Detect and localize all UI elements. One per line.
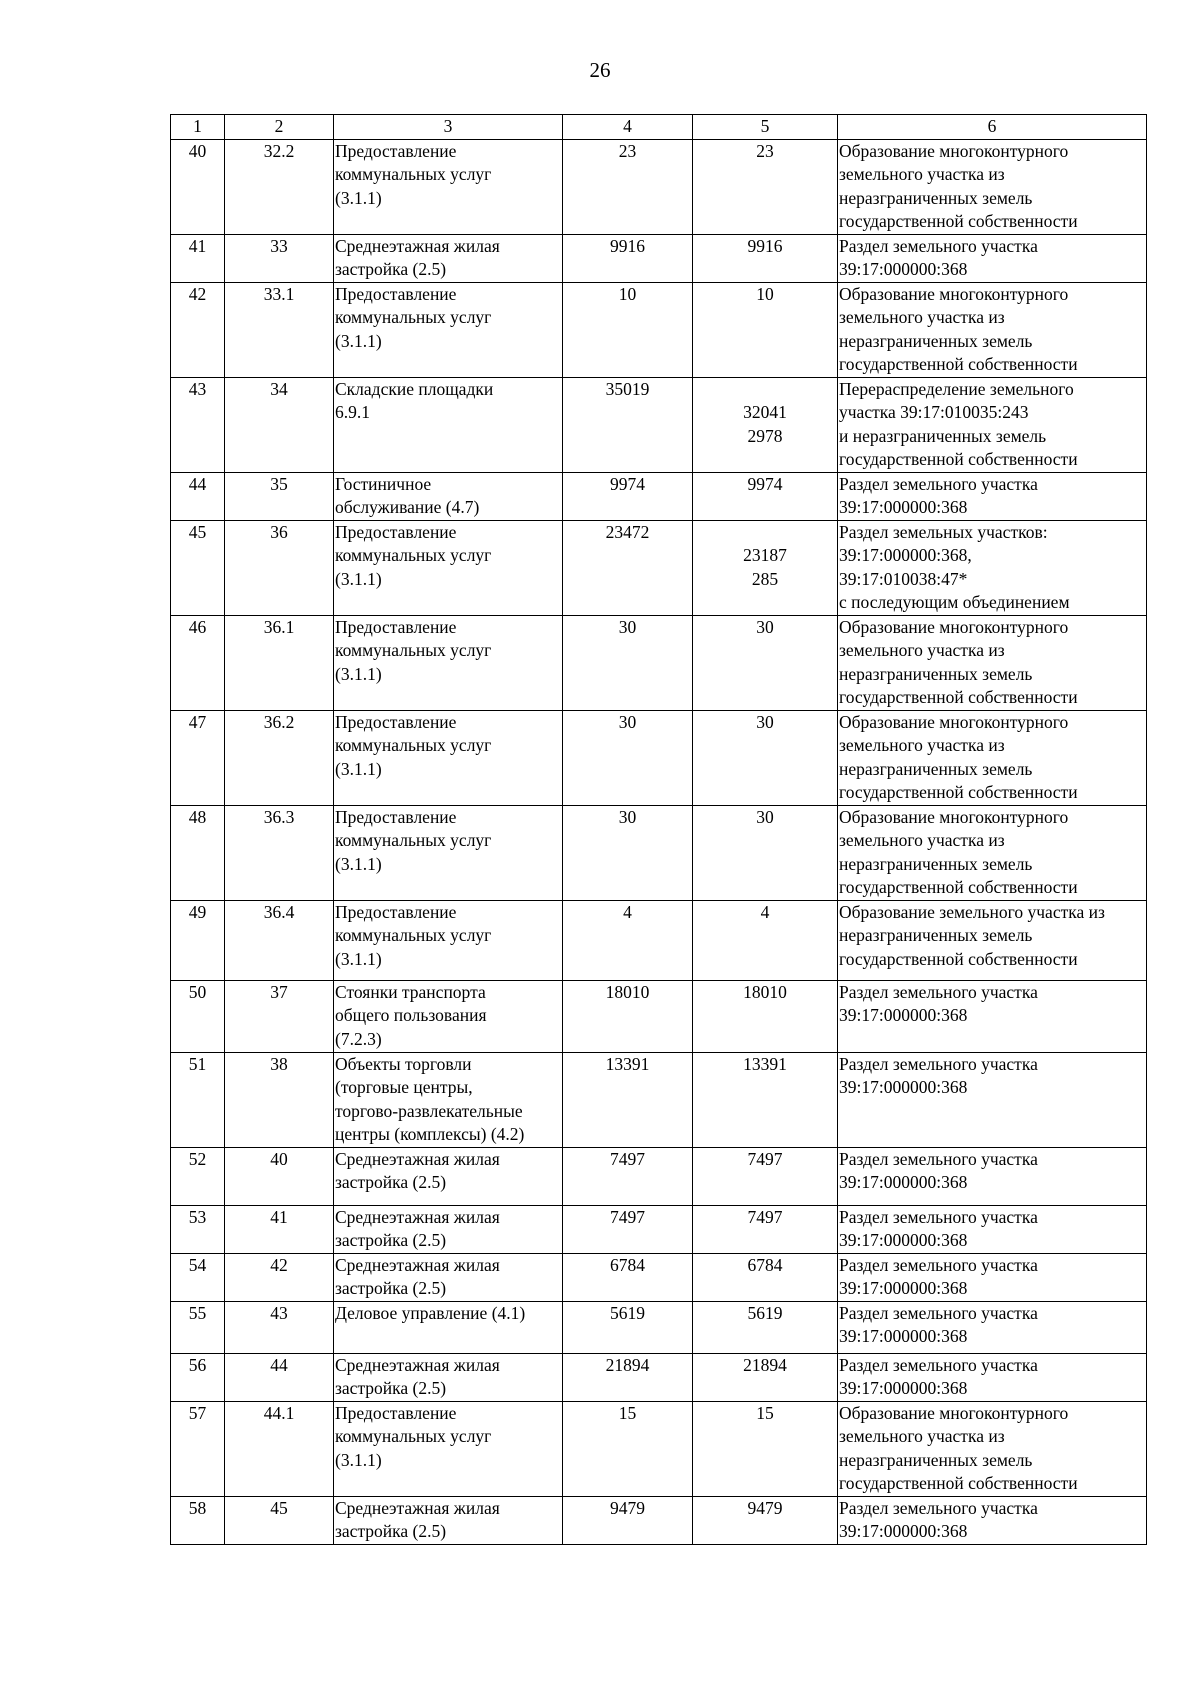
cell-text-line: 6784: [747, 1254, 783, 1275]
cell-text-line: Предоставление: [335, 901, 457, 922]
cell-text-line: Раздел земельного участка: [839, 1302, 1038, 1323]
cell-text-line: застройка (2.5): [335, 1230, 447, 1250]
area-cell: [563, 377, 693, 472]
cell-text-line: (3.1.1): [335, 1449, 382, 1470]
table-row: [171, 377, 1147, 472]
formation-method-cell: [838, 1052, 1147, 1147]
cell-text-line: 15: [756, 1402, 774, 1423]
table-row: [171, 805, 1147, 900]
permitted-use-cell: [334, 1496, 563, 1544]
cell-text-line: 21894: [605, 1354, 650, 1375]
cell-text-line: Объекты торговли: [335, 1053, 472, 1074]
cell-text-line: 39:17:000000:368: [839, 1005, 968, 1025]
permitted-use-cell: [334, 1301, 563, 1353]
area-cell: [563, 980, 693, 1052]
formation-method-cell: [838, 710, 1147, 805]
cell-text-line: 23: [618, 140, 637, 161]
table-row: [171, 1353, 1147, 1401]
plot-number-cell: 44: [225, 1353, 334, 1401]
formation-method-cell: [838, 377, 1147, 472]
permitted-use-cell: [334, 472, 563, 520]
row-number-cell: 49: [171, 900, 225, 980]
cell-text-line: застройка (2.5): [335, 1521, 447, 1541]
cell-text-line: Среднеэтажная жилая: [335, 1254, 500, 1275]
plot-number-cell: 34: [225, 377, 334, 472]
table-row: [171, 139, 1147, 234]
cell-text-line: 39:17:000000:368: [839, 1326, 968, 1346]
cell-text-line: участка 39:17:010035:243: [839, 402, 1029, 422]
cell-text-line: 5619: [747, 1302, 783, 1323]
permitted-use-cell: [334, 282, 563, 377]
area-parts-cell: [693, 520, 838, 615]
cell-text-line: (7.2.3): [335, 1028, 382, 1049]
cell-text-line: застройка (2.5): [335, 1278, 447, 1298]
cell-text-line: Среднеэтажная жилая: [335, 235, 500, 256]
cell-text-line: 39:17:000000:368: [839, 1230, 968, 1250]
cell-text-line: Раздел земельного участка: [839, 981, 1038, 1002]
row-number-cell: 46: [171, 615, 225, 710]
plot-number-cell: 36.2: [225, 710, 334, 805]
cell-text-line: 10: [618, 283, 637, 304]
area-cell: [563, 805, 693, 900]
row-number-cell: 55: [171, 1301, 225, 1353]
formation-method-cell: [838, 980, 1147, 1052]
permitted-use-cell: [334, 377, 563, 472]
area-cell: [563, 282, 693, 377]
area-cell: [563, 1353, 693, 1401]
cell-text-line: неразграниченных земель: [839, 925, 1033, 945]
cell-text-line: 4: [623, 901, 632, 922]
table-row: [171, 1052, 1147, 1147]
cell-text-line: Среднеэтажная жилая: [335, 1354, 500, 1375]
permitted-use-cell: [334, 139, 563, 234]
area-cell: [563, 1147, 693, 1205]
area-parts-cell: [693, 1301, 838, 1353]
cell-text-line: (торговые центры,: [335, 1077, 473, 1097]
cell-text-line: земельного участка из: [839, 735, 1005, 755]
cell-text-line: Складские площадки: [335, 378, 494, 399]
formation-method-cell: [838, 139, 1147, 234]
cell-text-line: Перераспределение земельного: [839, 378, 1074, 399]
cell-text-line: Гостиничное: [335, 473, 432, 494]
table-row: [171, 1301, 1147, 1353]
row-number-cell: 48: [171, 805, 225, 900]
cell-text-line: коммунальных услуг: [335, 830, 492, 850]
cell-text-line: (3.1.1): [335, 853, 382, 874]
cell-text-line: Предоставление: [335, 521, 457, 542]
table-row: [171, 234, 1147, 282]
cell-text-line: 9974: [747, 473, 783, 494]
area-cell: [563, 520, 693, 615]
table-row: [171, 1205, 1147, 1253]
column-header: 3: [334, 115, 563, 140]
row-number-cell: 56: [171, 1353, 225, 1401]
cell-text-line: Образование многоконтурного: [839, 283, 1069, 304]
column-header: 1: [171, 115, 225, 140]
table-row: [171, 1147, 1147, 1205]
area-cell: [563, 900, 693, 980]
plot-number-cell: 43: [225, 1301, 334, 1353]
permitted-use-cell: [334, 980, 563, 1052]
formation-method-cell: [838, 615, 1147, 710]
cell-text-line: (3.1.1): [335, 568, 382, 589]
cell-text-line: неразграниченных земель: [839, 663, 1033, 684]
area-parts-cell: [693, 980, 838, 1052]
formation-method-cell: [838, 1301, 1147, 1353]
plot-number-cell: 33.1: [225, 282, 334, 377]
cell-text-line: государственной собственности: [839, 354, 1078, 374]
cell-text-line: 39:17:000000:368: [839, 1172, 968, 1192]
area-cell: [563, 1496, 693, 1544]
page-number: 26: [589, 58, 611, 82]
permitted-use-cell: [334, 710, 563, 805]
cell-text-line: [694, 521, 836, 545]
cell-text-line: государственной собственности: [839, 1473, 1078, 1493]
cell-text-line: [694, 378, 836, 402]
plot-number-cell: 42: [225, 1253, 334, 1301]
plot-number-cell: 36.1: [225, 615, 334, 710]
table-row: [171, 1401, 1147, 1496]
cell-text-line: Раздел земельного участка: [839, 1354, 1038, 1375]
cell-text-line: 30: [756, 711, 774, 732]
cell-text-line: неразграниченных земель: [839, 758, 1033, 779]
plot-number-cell: 38: [225, 1052, 334, 1147]
formation-method-cell: [838, 234, 1147, 282]
cell-text-line: земельного участка из: [839, 830, 1005, 850]
column-header: 2: [225, 115, 334, 140]
cell-text-line: Образование многоконтурного: [839, 616, 1069, 637]
table-row: [171, 1253, 1147, 1301]
cell-text-line: неразграниченных земель: [839, 1449, 1033, 1470]
area-cell: [563, 1205, 693, 1253]
cell-text-line: 39:17:000000:368: [839, 1521, 968, 1541]
permitted-use-cell: [334, 234, 563, 282]
cell-text-line: Образование многоконтурного: [839, 806, 1069, 827]
cell-text-line: Раздел земельного участка: [839, 473, 1038, 494]
cell-text-line: Образование многоконтурного: [839, 140, 1069, 161]
cell-text-line: неразграниченных земель: [839, 853, 1033, 874]
formation-method-cell: [838, 900, 1147, 980]
cell-text-line: государственной собственности: [839, 782, 1078, 802]
column-header: 6: [838, 115, 1147, 140]
permitted-use-cell: [334, 900, 563, 980]
cell-text-line: Образование многоконтурного: [839, 1402, 1069, 1423]
table-row: [171, 520, 1147, 615]
cell-text-line: застройка (2.5): [335, 1378, 447, 1398]
cell-text-line: Раздел земельного участка: [839, 1254, 1038, 1275]
area-cell: [563, 139, 693, 234]
area-parts-cell: [693, 1253, 838, 1301]
cell-text-line: 23: [756, 140, 774, 161]
permitted-use-cell: [334, 805, 563, 900]
cell-text-line: Предоставление: [335, 616, 457, 637]
plot-number-cell: 36.4: [225, 900, 334, 980]
area-cell: [563, 1253, 693, 1301]
cell-text-line: коммунальных услуг: [335, 545, 492, 565]
cell-text-line: 6784: [610, 1254, 645, 1275]
cell-text-line: 7497: [610, 1206, 645, 1227]
cell-text-line: 7497: [747, 1148, 783, 1169]
permitted-use-cell: [334, 1353, 563, 1401]
cell-text-line: 39:17:010038:47*: [839, 568, 968, 589]
row-number-cell: 44: [171, 472, 225, 520]
cell-text-line: Предоставление: [335, 806, 457, 827]
cell-text-line: 15: [618, 1402, 637, 1423]
plot-number-cell: 36.3: [225, 805, 334, 900]
cell-text-line: (3.1.1): [335, 187, 382, 208]
cell-text-line: 18010: [743, 981, 787, 1002]
cell-text-line: 39:17:000000:368,: [839, 545, 972, 565]
row-number-cell: 45: [171, 520, 225, 615]
formation-method-cell: [838, 282, 1147, 377]
area-parts-cell: [693, 139, 838, 234]
cell-text-line: 30: [618, 806, 637, 827]
cell-text-line: неразграниченных земель: [839, 330, 1033, 351]
permitted-use-cell: [334, 1401, 563, 1496]
cell-text-line: Раздел земельного участка: [839, 235, 1038, 256]
cell-text-line: 13391: [605, 1053, 650, 1074]
table-header-row: [171, 115, 1147, 140]
cell-text-line: земельного участка из: [839, 1426, 1005, 1446]
cell-text-line: Предоставление: [335, 1402, 457, 1423]
cell-text-line: государственной собственности: [839, 948, 1078, 969]
cell-text-line: 13391: [743, 1053, 787, 1074]
row-number-cell: 42: [171, 282, 225, 377]
area-parts-cell: [693, 615, 838, 710]
cell-text-line: (3.1.1): [335, 758, 382, 779]
plot-number-cell: 37: [225, 980, 334, 1052]
cell-text-line: коммунальных услуг: [335, 735, 492, 755]
cell-text-line: 18010: [605, 981, 650, 1002]
cell-text-line: 5619: [610, 1302, 645, 1323]
cell-text-line: коммунальных услуг: [335, 1426, 492, 1446]
row-number-cell: 57: [171, 1401, 225, 1496]
area-cell: [563, 234, 693, 282]
row-number-cell: 51: [171, 1052, 225, 1147]
cell-text-line: Раздел земельного участка: [839, 1206, 1038, 1227]
cell-text-line: 9916: [610, 235, 645, 256]
permitted-use-cell: [334, 1253, 563, 1301]
cell-text-line: 30: [756, 806, 774, 827]
cell-text-line: земельного участка из: [839, 164, 1005, 184]
cell-text-line: 39:17:000000:368: [839, 1077, 968, 1097]
cell-text-line: Среднеэтажная жилая: [335, 1148, 500, 1169]
area-parts-cell: [693, 234, 838, 282]
formation-method-cell: [838, 472, 1147, 520]
plot-number-cell: 45: [225, 1496, 334, 1544]
formation-method-cell: [838, 1205, 1147, 1253]
area-parts-cell: [693, 900, 838, 980]
cell-text-line: Раздел земельного участка: [839, 1497, 1038, 1518]
table-row: [171, 615, 1147, 710]
area-parts-cell: [693, 1205, 838, 1253]
cell-text-line: государственной собственности: [839, 877, 1078, 897]
cell-text-line: 32041: [743, 402, 787, 422]
cell-text-line: 2978: [747, 425, 783, 446]
formation-method-cell: [838, 1353, 1147, 1401]
permitted-use-cell: [334, 1052, 563, 1147]
cell-text-line: коммунальных услуг: [335, 640, 492, 660]
cell-text-line: коммунальных услуг: [335, 164, 492, 184]
row-number-cell: 54: [171, 1253, 225, 1301]
cell-text-line: Образование многоконтурного: [839, 711, 1069, 732]
cell-text-line: Раздел земельного участка: [839, 1053, 1038, 1074]
plot-number-cell: 44.1: [225, 1401, 334, 1496]
cell-text-line: Образование земельного участка из: [839, 901, 1105, 922]
cell-text-line: 39:17:000000:368: [839, 259, 968, 279]
row-number-cell: 53: [171, 1205, 225, 1253]
row-number-cell: 40: [171, 139, 225, 234]
area-parts-cell: [693, 1052, 838, 1147]
cell-text-line: 285: [751, 568, 779, 589]
area-parts-cell: [693, 472, 838, 520]
cell-text-line: 9479: [610, 1497, 645, 1518]
cell-text-line: торгово-развлекательные: [335, 1100, 523, 1121]
cell-text-line: коммунальных услуг: [335, 925, 492, 945]
cell-text-line: 30: [618, 711, 637, 732]
cell-text-line: Стоянки транспорта: [335, 981, 486, 1002]
cell-text-line: застройка (2.5): [335, 259, 447, 279]
cell-text-line: 7497: [610, 1148, 645, 1169]
cell-text-line: 9974: [610, 473, 645, 494]
cell-text-line: государственной собственности: [839, 687, 1078, 707]
cell-text-line: общего пользования: [335, 1005, 487, 1025]
cell-text-line: (3.1.1): [335, 948, 382, 969]
area-cell: [563, 710, 693, 805]
cell-text-line: Раздел земельного участка: [839, 1148, 1038, 1169]
table-row: [171, 980, 1147, 1052]
area-cell: [563, 1052, 693, 1147]
table-row: [171, 900, 1147, 980]
cell-text-line: 9916: [747, 235, 783, 256]
cell-text-line: неразграниченных земель: [839, 187, 1033, 208]
permitted-use-cell: [334, 1147, 563, 1205]
cell-text-line: государственной собственности: [839, 211, 1078, 231]
cell-text-line: обслуживание (4.7): [335, 497, 480, 517]
row-number-cell: 52: [171, 1147, 225, 1205]
plot-number-cell: 32.2: [225, 139, 334, 234]
formation-method-cell: [838, 805, 1147, 900]
area-cell: [563, 1301, 693, 1353]
cell-text-line: центры (комплексы) (4.2): [335, 1124, 525, 1144]
area-parts-cell: [693, 282, 838, 377]
cell-text-line: 39:17:000000:368: [839, 497, 968, 517]
cell-text-line: 35019: [605, 378, 650, 399]
row-number-cell: 43: [171, 377, 225, 472]
row-number-cell: 47: [171, 710, 225, 805]
cell-text-line: застройка (2.5): [335, 1172, 447, 1192]
cell-text-line: 30: [756, 616, 774, 637]
cell-text-line: Среднеэтажная жилая: [335, 1497, 500, 1518]
cell-text-line: 10: [756, 283, 774, 304]
table-row: [171, 282, 1147, 377]
permitted-use-cell: [334, 1205, 563, 1253]
area-cell: [563, 1401, 693, 1496]
area-parts-cell: [693, 710, 838, 805]
cell-text-line: 39:17:000000:368: [839, 1278, 968, 1298]
column-header: 4: [563, 115, 693, 140]
plot-number-cell: 33: [225, 234, 334, 282]
table-row: [171, 472, 1147, 520]
permitted-use-cell: [334, 520, 563, 615]
cell-text-line: и неразграниченных земель: [839, 425, 1047, 446]
cell-text-line: 23472: [605, 521, 650, 542]
plot-number-cell: 36: [225, 520, 334, 615]
cell-text-line: государственной собственности: [839, 449, 1078, 469]
plot-number-cell: 41: [225, 1205, 334, 1253]
formation-method-cell: [838, 1401, 1147, 1496]
plot-number-cell: 35: [225, 472, 334, 520]
column-header: 5: [693, 115, 838, 140]
cell-text-line: Предоставление: [335, 283, 457, 304]
area-parts-cell: [693, 805, 838, 900]
cell-text-line: Предоставление: [335, 711, 457, 732]
row-number-cell: 41: [171, 234, 225, 282]
formation-method-cell: [838, 1253, 1147, 1301]
formation-method-cell: [838, 1147, 1147, 1205]
cell-text-line: коммунальных услуг: [335, 307, 492, 327]
cell-text-line: (3.1.1): [335, 663, 382, 684]
area-parts-cell: [693, 1401, 838, 1496]
cell-text-line: 6.9.1: [335, 402, 370, 422]
land-plots-table: [170, 114, 1147, 1545]
area-parts-cell: [693, 1147, 838, 1205]
cell-text-line: Среднеэтажная жилая: [335, 1206, 500, 1227]
cell-text-line: (3.1.1): [335, 330, 382, 351]
area-cell: [563, 472, 693, 520]
table-row: [171, 1496, 1147, 1544]
cell-text-line: земельного участка из: [839, 307, 1005, 327]
area-parts-cell: [693, 377, 838, 472]
cell-text-line: 7497: [747, 1206, 783, 1227]
area-parts-cell: [693, 1353, 838, 1401]
cell-text-line: 9479: [747, 1497, 783, 1518]
table-row: [171, 710, 1147, 805]
formation-method-cell: [838, 1496, 1147, 1544]
cell-text-line: 23187: [743, 545, 787, 565]
row-number-cell: 58: [171, 1496, 225, 1544]
formation-method-cell: [838, 520, 1147, 615]
permitted-use-cell: [334, 615, 563, 710]
cell-text-line: Раздел земельных участков:: [839, 521, 1048, 542]
cell-text-line: Предоставление: [335, 140, 457, 161]
cell-text-line: 21894: [743, 1354, 787, 1375]
cell-text-line: 39:17:000000:368: [839, 1378, 968, 1398]
plot-number-cell: 40: [225, 1147, 334, 1205]
row-number-cell: 50: [171, 980, 225, 1052]
area-cell: [563, 615, 693, 710]
cell-text-line: 30: [618, 616, 637, 637]
cell-text-line: 4: [760, 901, 770, 922]
cell-text-line: земельного участка из: [839, 640, 1005, 660]
cell-text-line: Деловое управление (4.1): [335, 1302, 526, 1323]
cell-text-line: с последующим объединением: [839, 592, 1070, 612]
area-parts-cell: [693, 1496, 838, 1544]
